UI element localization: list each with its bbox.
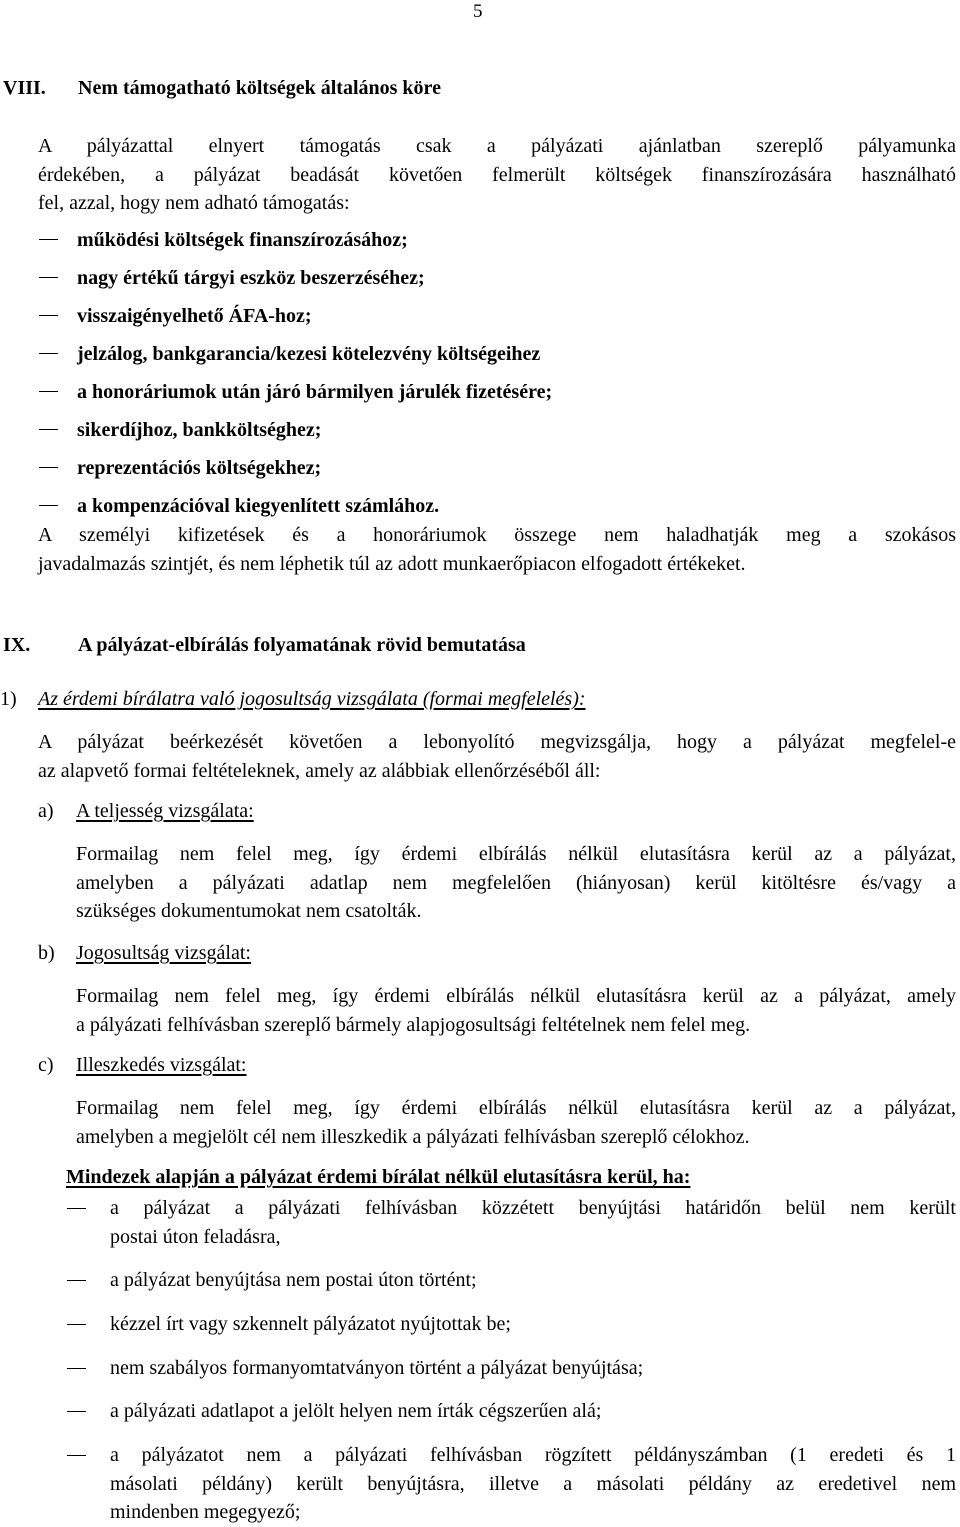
subsection-paragraph bbox=[38, 728, 956, 785]
list-item-text bbox=[110, 1397, 956, 1426]
dash-bullet bbox=[67, 1208, 86, 1209]
dash-bullet bbox=[39, 429, 58, 430]
paragraph-line: érdekében, a pályázat beadását követően felmerült költségek finanszírozására használható bbox=[38, 163, 956, 186]
paragraph-line: fel, azzal, hogy nem adható támogatás: bbox=[38, 192, 350, 214]
list-item-text: nagy értékű tárgyi eszköz beszerzéséhez; bbox=[77, 267, 425, 289]
paragraph-line: Formailag nem felel meg, így érdemi elbírálás nélkül elutasításra kerül az a pályázat, bbox=[76, 1097, 956, 1119]
list-item-line: nem szabályos formanyomtatványon történt a pályázat benyújtása; bbox=[110, 1357, 644, 1379]
subsection-title: Az érdemi bírálatra való jogosultság vizsgálata (formai megfelelés): bbox=[38, 688, 586, 710]
dash-bullet bbox=[39, 239, 58, 240]
criterion-title: Jogosultság vizsgálat: bbox=[76, 942, 251, 964]
list-item-text bbox=[110, 1354, 956, 1383]
list-item-text: visszaigényelhető ÁFA-hoz; bbox=[77, 305, 312, 327]
paragraph-line: a pályázati felhívásban szereplő bármely alapjogosultsági feltételnek nem felel meg. bbox=[76, 1013, 751, 1036]
dash-bullet bbox=[67, 1411, 86, 1412]
list-item-line: a pályázatot nem a pályázati felhívásban rögzített példányszámban (1 eredeti és 1 bbox=[110, 1444, 956, 1466]
section-title: Nem támogatható költségek általános köre bbox=[78, 77, 441, 99]
list-item-line: a pályázati adatlapot a jelölt helyen nem írták cégszerűen alá; bbox=[110, 1400, 602, 1422]
list-item-text: reprezentációs költségekhez; bbox=[77, 457, 322, 479]
paragraph-line: A pályázattal elnyert támogatás csak a pályázati ajánlatban szereplő pályamunka bbox=[38, 135, 956, 157]
paragraph-line: Formailag nem felel meg, így érdemi elbírálás nélkül elutasításra kerül az a pályázat, amely bbox=[76, 985, 956, 1007]
paragraph-line: Formailag nem felel meg, így érdemi elbírálás nélkül elutasításra kerül az a pályázat, bbox=[76, 843, 956, 865]
dash-bullet bbox=[67, 1324, 86, 1325]
dash-bullet bbox=[67, 1368, 86, 1369]
list-item-text: működési költségek finanszírozásához; bbox=[77, 229, 408, 251]
dash-bullet bbox=[67, 1455, 86, 1456]
list-item-line: postai úton feladásra, bbox=[110, 1225, 281, 1248]
criterion-c-text bbox=[76, 1094, 956, 1151]
intro-paragraph bbox=[38, 132, 956, 218]
dash-bullet bbox=[39, 315, 58, 316]
dash-bullet bbox=[39, 505, 58, 506]
section-number: VIII. bbox=[3, 77, 46, 99]
list-item-text bbox=[110, 1266, 956, 1295]
list-item-text: sikerdíjhoz, bankköltséghez; bbox=[77, 419, 322, 441]
subsection-number: 1) bbox=[0, 688, 17, 710]
paragraph-line: amelyben a pályázati adatlap nem megfelelően (hiányosan) kerül kitöltésre és/vagy a bbox=[76, 871, 956, 894]
dash-bullet bbox=[39, 277, 58, 278]
paragraph-line: A személyi kifizetések és a honoráriumok összege nem haladhatják meg a szokásos bbox=[38, 524, 956, 546]
list-item-line: a pályázat a pályázati felhívásban közzétett benyújtási határidőn belül nem került bbox=[110, 1197, 956, 1219]
list-item-text bbox=[110, 1310, 956, 1339]
list-item-text: jelzálog, bankgarancia/kezesi kötelezvény költségeihez bbox=[77, 343, 541, 365]
list-item-line: mindenben megegyező; bbox=[110, 1501, 301, 1523]
criterion-label: b) bbox=[38, 942, 55, 964]
criterion-label: c) bbox=[38, 1054, 54, 1076]
paragraph-line: szükséges dokumentumokat nem csatolták. bbox=[76, 900, 422, 922]
list-item-text: a kompenzációval kiegyenlített számlához. bbox=[77, 495, 440, 517]
dash-bullet bbox=[39, 467, 58, 468]
outro-paragraph bbox=[38, 521, 956, 578]
dash-bullet bbox=[67, 1280, 86, 1281]
list-item-line: a pályázat benyújtása nem postai úton történt; bbox=[110, 1269, 477, 1291]
dash-bullet bbox=[39, 391, 58, 392]
list-item-line: másolati példány) került benyújtásra, illetve a másolati példány az eredetivel nem bbox=[110, 1472, 956, 1495]
paragraph-line: amelyben a megjelölt cél nem illeszkedik a pályázati felhívásban szereplő célokhoz. bbox=[76, 1125, 750, 1148]
list-item-text bbox=[110, 1441, 956, 1527]
paragraph-line: javadalmazás szintjét, és nem léphetik túl az adott munkaerőpiacon elfogadott értékeket. bbox=[38, 552, 746, 575]
criterion-b-text bbox=[76, 982, 956, 1039]
section-title: A pályázat-elbírálás folyamatának rövid bemutatása bbox=[78, 634, 526, 656]
rejection-heading: Mindezek alapján a pályázat érdemi bírálat nélkül elutasításra kerül, ha: bbox=[66, 1166, 691, 1188]
section-number: IX. bbox=[3, 634, 31, 656]
list-item-text: a honoráriumok után járó bármilyen járulék fizetésére; bbox=[77, 381, 553, 403]
page-number: 5 bbox=[473, 1, 483, 22]
paragraph-line: A pályázat beérkezését követően a lebonyolító megvizsgálja, hogy a pályázat megfelel-e bbox=[38, 731, 956, 753]
list-item-line: kézzel írt vagy szkennelt pályázatot nyújtottak be; bbox=[110, 1313, 511, 1335]
criterion-title: Illeszkedés vizsgálat: bbox=[76, 1054, 247, 1076]
list-item-text bbox=[110, 1194, 956, 1251]
dash-bullet bbox=[39, 353, 58, 354]
paragraph-line: az alapvető formai feltételeknek, amely az alábbiak ellenőrzéséből áll: bbox=[38, 759, 601, 782]
criterion-label: a) bbox=[38, 800, 54, 822]
criterion-a-text bbox=[76, 840, 956, 926]
criterion-title: A teljesség vizsgálata: bbox=[76, 800, 254, 822]
